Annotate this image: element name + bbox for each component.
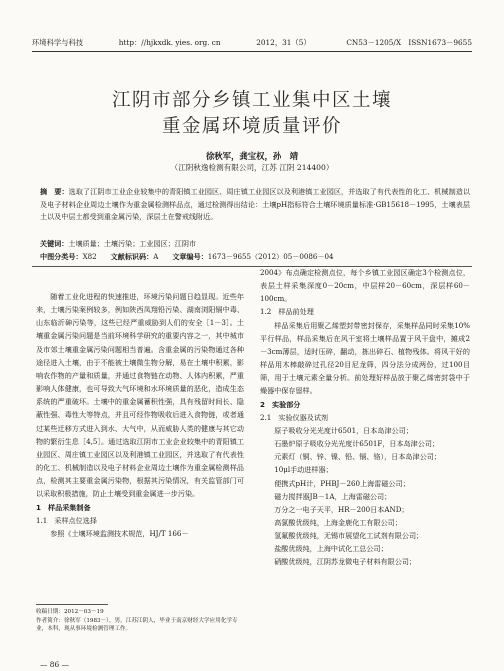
keywords-text: 土壤质量；土壤污染；工业园区；江阴市 — [68, 239, 197, 248]
list-item: 便携式pH计，PHBJ－260上海雷磁公司； — [274, 478, 410, 488]
subsection-heading-1-1: 1.1 采样点位选择 — [36, 515, 97, 525]
abstract — [40, 186, 470, 224]
article-meta — [40, 252, 470, 262]
sampling-paragraph: 参照《土壤环境监测技术规范，HJ/T 166－ — [50, 528, 189, 538]
instrument-list — [260, 424, 470, 569]
list-item: 硝酸优级纯，江阴苏龙微电子材料有限公司； — [274, 557, 417, 567]
sampling-continued: 2004》布点确定检测点位，每个乡镇工业园区确定3个检测点位，表层土样采集深度0－20cm，中层样20－60cm，深层样60－100cm。 — [260, 268, 470, 304]
title-line-2: 重金属环境质量评价 — [161, 116, 342, 137]
clc-number: 中图分类号：X82 — [40, 252, 97, 261]
list-item: 万分之一电子天平，HR－200日本AND； — [274, 504, 409, 514]
journal-name: 环境科学与科技 — [32, 38, 84, 47]
article-number: 文章编号：1673－9655（2012）05－0086－04 — [172, 252, 334, 261]
footnote — [36, 608, 246, 634]
list-item: 盐酸优级纯，上海中试化工总公司； — [274, 544, 388, 554]
running-header — [32, 38, 472, 50]
document-code: 文献标识码：A — [110, 252, 159, 261]
keywords-label: 关键词： — [40, 239, 69, 248]
list-item: 10μl手动进样器； — [274, 465, 333, 475]
header-rule — [32, 51, 472, 52]
received-date: 收稿日期：2012－03－19 — [36, 609, 104, 615]
journal-url: http：//hjkxdk. yies. org. cn — [118, 38, 221, 47]
section-heading-1: 1 样品采集制备 — [36, 502, 91, 512]
section-heading-2: 2 实验部分 — [260, 399, 301, 409]
title-line-1: 江阴市部分乡镇工业集中区土壤 — [111, 90, 392, 111]
list-item: 氢氟酸优级纯，无锡市展望化工试剂有限公司； — [274, 531, 424, 541]
right-column — [260, 266, 470, 569]
subsection-heading-1-2: 1.2 样品前处理 — [260, 307, 314, 317]
list-item: 石墨炉原子吸收分光光度计6501F，日本岛津公司； — [274, 439, 440, 449]
journal-issue: 2012，31（5） — [256, 38, 311, 47]
list-item: 磁力搅拌器JB－1A，上海雷磁公司； — [274, 491, 392, 501]
affiliation: （江阴秋逸检测有限公司，江苏 江阴 214400） — [170, 163, 334, 172]
author-bio: 作者简介：徐秋军（1983－），男，江苏江阴人，毕业于南京财经大学应用化学专业，本科，现从事环境检测管理工作。 — [36, 617, 238, 633]
list-item: 元素灯（铜、锌、镍、铅、镉、铬），日本岛津公司； — [274, 452, 441, 462]
left-column — [36, 290, 244, 540]
abstract-label: 摘 要： — [40, 187, 69, 196]
footnote-rule — [36, 604, 108, 605]
page-number: — 86 — — [40, 660, 69, 669]
list-item: 高氯酸优级纯，上海金鹿化工有限公司； — [274, 517, 402, 527]
keywords — [40, 239, 470, 249]
subsection-heading-2-1: 2.1 实验仪器及试剂 — [260, 412, 329, 422]
intro-paragraph: 随着工业化进程的快速推进，环境污染问题日趋显现。近些年来，土壤污染案例较多，例如陕西凤翔铅污染、湖南浏阳镉中毒、山东临沂砷污染等，这些已经严重威胁到人们的安全［1－3］。土壤重金属污染问题是当前环境科学研究的重要内容之一，其中城市及市郊土壤重金属污染问题相当普遍。含重金属的污染物通过各种途径进入土壤，由于不能被土壤微生物分解，易在土壤中积累，影响农作物的产量和质量，并通过食物链在动物、人体内积累，严重影响人体健康，也可导致大气环境和水环境质量的恶化，造成生态系统的严重破坏。土壤中的重金属蓄积性强，具有残留时间长、隐蔽性强、毒性大等特点，并且可经作物吸收后进入食物链，或者通过某些迁移方式进入到水、大气中，从而威胁人类的健康与其它动物的繁衍生息［4,5］。通过选取江阴市工业企业较集中的青阳镇工业园区、周庄镇工业园区以及利港镇工业园区，并选取了有代表性的化工、机械制造以及电子材料企业周边土壤作为重金属检测样品点，检测其主要重金属污染物，根据其污染情况，有关监管部门可以采取积极措施，防止土壤受到重金属进一步污染。 — [36, 292, 244, 499]
authors: 徐秋军，龚宝权，孙 靖 — [205, 151, 299, 161]
pretreatment-paragraph: 样品采集后用聚乙烯塑封带密封保存，采集样品同时采集10%平行样品，样品采集后在风干室将土壤样品置于风干盘中，摊成2－3cm薄层，适时压碎，翻动，拣出碎石、植物残体。将风干好的样品用木棒敲碎过孔径20目尼龙筛，四分法分成两份，过100目筛，用于土壤元素全量分析。前处理好样品放于聚乙烯密封袋中于燥器中保存留样。 — [260, 320, 470, 396]
abstract-text: 选取了江阴市工业企业较集中的青阳镇工业园区、周庄镇工业园区以及利港镇工业园区，并选取了有代表性的化工、机械制造以及电子材料企业周边土壤作为重金属检测样品点，通过检测得出结论：土壤pH指标符合土壤环境质量标准·GB15618－1995，土壤表层土以及中层土都受到重金属污染，深层土在警戒线附近。 — [40, 187, 470, 222]
list-item: 原子吸收分光光度计6501，日本岛津公司； — [274, 425, 413, 435]
journal-issn: CN53－1205/X ISSN1673－9655 — [346, 38, 472, 47]
